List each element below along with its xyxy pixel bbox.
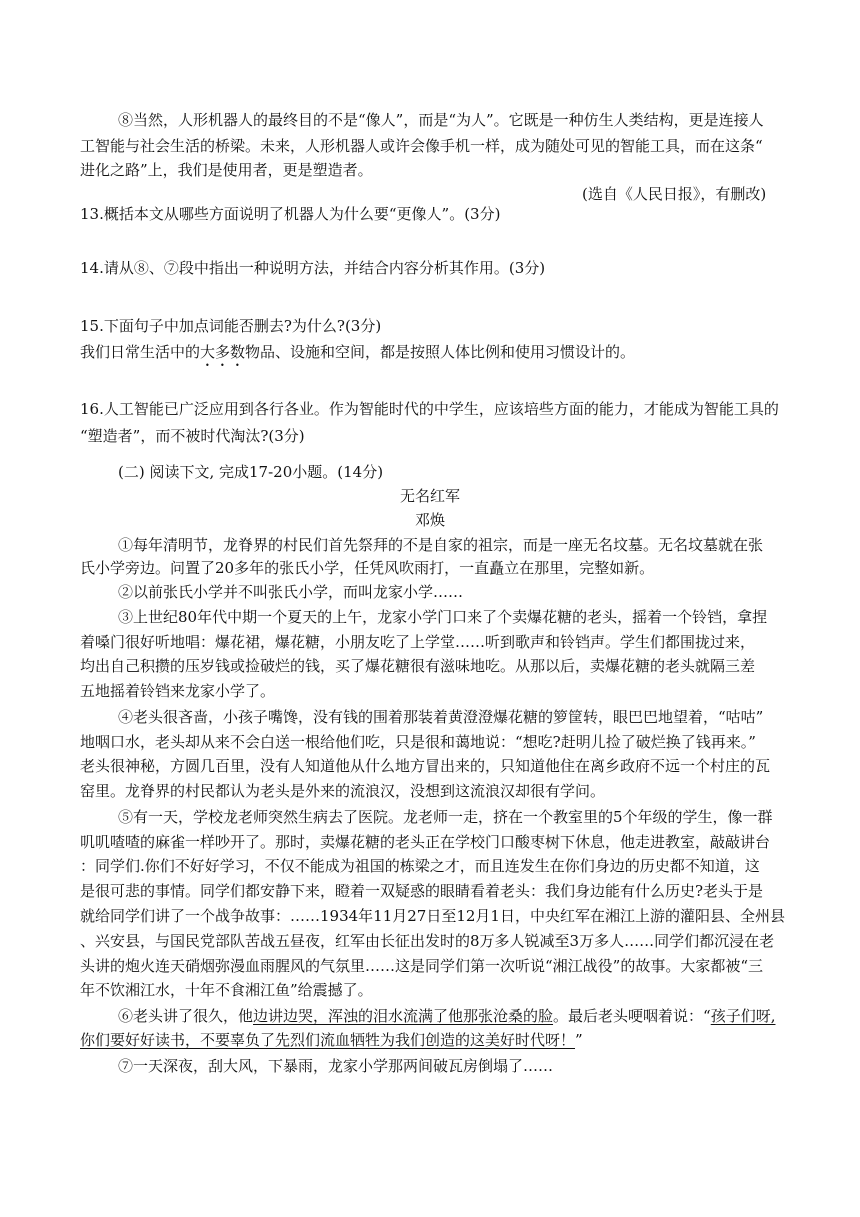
- section-heading: (二) 阅读下文, 完成17-20小题。(14分): [118, 463, 384, 481]
- para-6-start: ⑥老头讲了很久，他: [118, 1007, 254, 1025]
- underlined-phrase-1: 边讲边哭，浑浊的泪水流满了他那张沧桑的脸: [253, 1007, 554, 1025]
- question-13: 13.概括本文从哪些方面说明了机器人为什么要“更像人”。(3分): [80, 205, 501, 223]
- para-4-line-4: 窑里。龙脊界的村民都认为老头是外来的流浪汉，没想到这流浪汉却很有学问。: [80, 782, 606, 800]
- dotted-word: 大多数: [200, 343, 246, 361]
- para-6-line-2: [80, 1030, 583, 1050]
- para-3-line-4: 五地摇着铃铛来龙家小学了。: [80, 682, 276, 700]
- sentence-start: 我们日常生活中的: [80, 343, 201, 361]
- question-16-line-1: 16.人工智能已广泛应用到各行各业。作为智能时代的中学生，应该培些方面的能力，才能成为智能工具的: [80, 400, 779, 418]
- para-3-line-1: ③上世纪80年代中期一个夏天的上午，龙家小学门口来了个卖爆花糖的老头，摇着一个铃铛，拿捏: [118, 608, 768, 626]
- underlined-phrase-2: 孩子们呀,: [710, 1007, 776, 1025]
- para-5-line-7: 头讲的炮火连天硝烟弥漫血雨腥风的气氛里……这是同学们第一次听说“湘江战役”的故事。大家都被“三: [80, 957, 764, 975]
- para-6-middle: 。最后老头哽咽着说：“: [553, 1007, 711, 1025]
- para-7: ⑦一天深夜，刮大风，下暴雨，龙家小学那两间破瓦房倒塌了……: [118, 1057, 554, 1075]
- question-16-line-2: “塑造者”，而不被时代淘汰?(3分): [80, 427, 305, 445]
- para-6-line-1: [118, 1006, 775, 1026]
- para-1-line-1: ①每年清明节，龙脊界的村民们首先祭拜的不是自家的祖宗，而是一座无名坟墓。无名坟墓就在张: [118, 536, 764, 554]
- para-4-line-1: ④老头很吝啬，小孩子嘴馋，没有钱的围着那装着黄澄澄爆花糖的箩筐转，眼巴巴地望着，“咕咕”: [118, 708, 764, 726]
- para-5-line-3: ：同学们.你们不好好学习，不仅不能成为祖国的栋梁之才，而且连发生在你们身边的历史都不知道，这: [80, 857, 760, 875]
- question-14: 14.请从⑧、⑦段中指出一种说明方法，并结合内容分析其作用。(3分): [80, 259, 546, 277]
- para-4-line-2: 地咽口水，老头却从来不会白送一根给他们吃，只是很和蔼地说：“想吃?赶明儿捡了破烂换了钱再来。”: [80, 733, 756, 751]
- para-8-line-3: 进化之路”上，我们是使用者，更是塑造者。: [80, 161, 373, 179]
- underlined-phrase-3: 你们要好好读书，不要辜负了先烈们流血牺牲为我们创造的这美好时代呀！: [80, 1031, 576, 1049]
- para-4-line-3: 老头很神秘，方圆几百里，没有人知道他从什么地方冒出来的，只知道他住在离乡政府不远一个村庄的瓦: [80, 757, 771, 775]
- para-5-line-5: 就给同学们讲了一个战争故事：……1934年11月27日至12月1日，中央红军在湘江上游的灌阳县、全州县: [80, 907, 785, 925]
- question-15-sentence: [80, 342, 635, 370]
- source-note: (选自《人民日报》，有删改): [582, 185, 767, 203]
- para-8-line-2: 工智能与社会生活的桥梁。未来，人形机器人或许会像手机一样，成为随处可见的智能工具，而在这条“: [80, 137, 763, 155]
- para-5-line-8: 年不饮湘江水，十年不食湘江鱼”给震撼了。: [80, 981, 373, 999]
- para-1-line-2: 氏小学旁边。问置了20多年的张氏小学，任凭风吹雨打，一直矗立在那里，完整如新。: [80, 559, 655, 577]
- para-5-line-2: 叽叽喳喳的麻雀一样吵开了。那时，卖爆花糖的老头正在学校门口酸枣树下休息，他走进教室，敲敲讲台: [80, 833, 771, 851]
- para-6-end: ”: [575, 1031, 583, 1049]
- para-5-line-1: ⑤有一天，学校龙老师突然生病去了医院。龙老师一走，挤在一个教室里的5个年级的学生，像一群: [118, 808, 773, 826]
- para-5-line-6: 、兴安县，与国民党部队苦战五昼夜，红军由长征出发时的8万多人锐减至3万多人……同学们都沉浸在老: [80, 932, 775, 950]
- para-8-line-1: ⑧当然，人形机器人的最终目的不是“像人”，而是“为人”。它既是一种仿生人类结构，更是连接人: [118, 111, 764, 129]
- article-author: 邓焕: [414, 511, 445, 529]
- article-title: 无名红军: [399, 487, 460, 505]
- question-15: 15.下面句子中加点词能否删去?为什么?(3分): [80, 317, 382, 335]
- para-3-line-3: 均出自己积攒的压岁钱或捡破烂的钱，买了爆花糖很有滋味地吃。从那以后，卖爆花糖的老头就隔三差: [80, 657, 756, 675]
- para-5-line-4: 是很可悲的事情。同学们都安静下来，瞪着一双疑惑的眼睛看着老头：我们身边能有什么历史?老头于是: [80, 882, 764, 900]
- para-2: ②以前张氏小学并不叫张氏小学，而叫龙家小学……: [118, 583, 464, 601]
- para-3-line-2: 着嗓门很好听地唱：爆花裙，爆花糖，小朋友吃了上学堂……听到歌声和铃铛声。学生们都围拢过来，: [80, 633, 756, 651]
- sentence-end: 物品、设施和空间，都是按照人体比例和使用习惯设计的。: [245, 343, 636, 361]
